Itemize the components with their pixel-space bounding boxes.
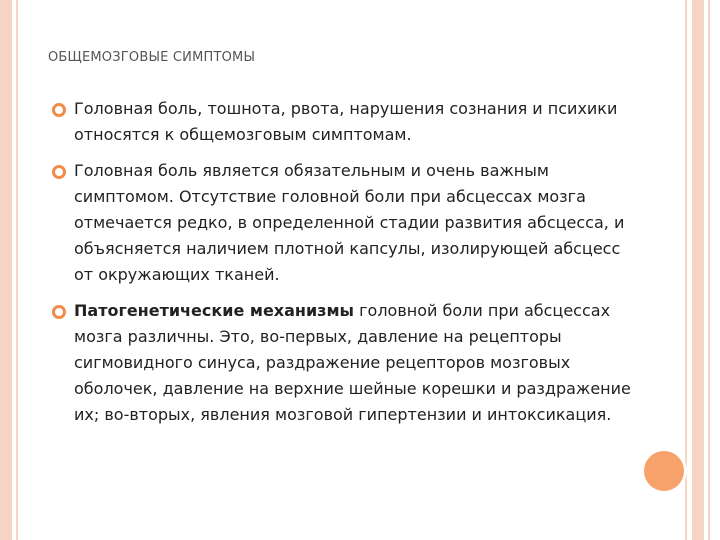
bullet-ring-icon bbox=[52, 305, 66, 319]
bullet-list bbox=[48, 96, 638, 438]
bullet-text: Головная боль, тошнота, рвота, нарушения сознания и психики относятся к общемозговым симптомам. bbox=[74, 99, 618, 144]
right-frame-bar bbox=[692, 0, 704, 540]
bullet-item bbox=[48, 298, 638, 428]
left-frame-line bbox=[16, 0, 18, 540]
bullet-item bbox=[48, 158, 638, 288]
bullet-ring-icon bbox=[52, 165, 66, 179]
bullet-text: Головная боль является обязательным и очень важным симптомом. Отсутствие головной боли при абсцессах мозга отмечается редко, в определенной стадии развития абсцесса, и объясняется наличием плотной капсулы, изолирующей абсцесс от окружающих тканей. bbox=[74, 161, 625, 284]
left-frame-bar bbox=[0, 0, 12, 540]
bullet-bold-text: Патогенетические механизмы bbox=[74, 301, 355, 320]
right-frame-line bbox=[685, 0, 687, 540]
bullet-text: головной боли при абсцессах мозга различны. Это, во-первых, давление на рецепторы сигмовидного синуса, раздражение рецепторов мозговых оболочек, давление на верхние шейные корешки и раздражение их; во-вторых, явления мозговой гипертензии и интоксикация. bbox=[74, 301, 631, 424]
decorative-circle bbox=[641, 448, 687, 494]
right-frame-line-outer bbox=[708, 0, 710, 540]
bullet-item bbox=[48, 96, 638, 148]
bullet-ring-icon bbox=[52, 103, 66, 117]
slide-title: ОБЩЕМОЗГОВЫЕ СИМПТОМЫ bbox=[48, 50, 256, 65]
